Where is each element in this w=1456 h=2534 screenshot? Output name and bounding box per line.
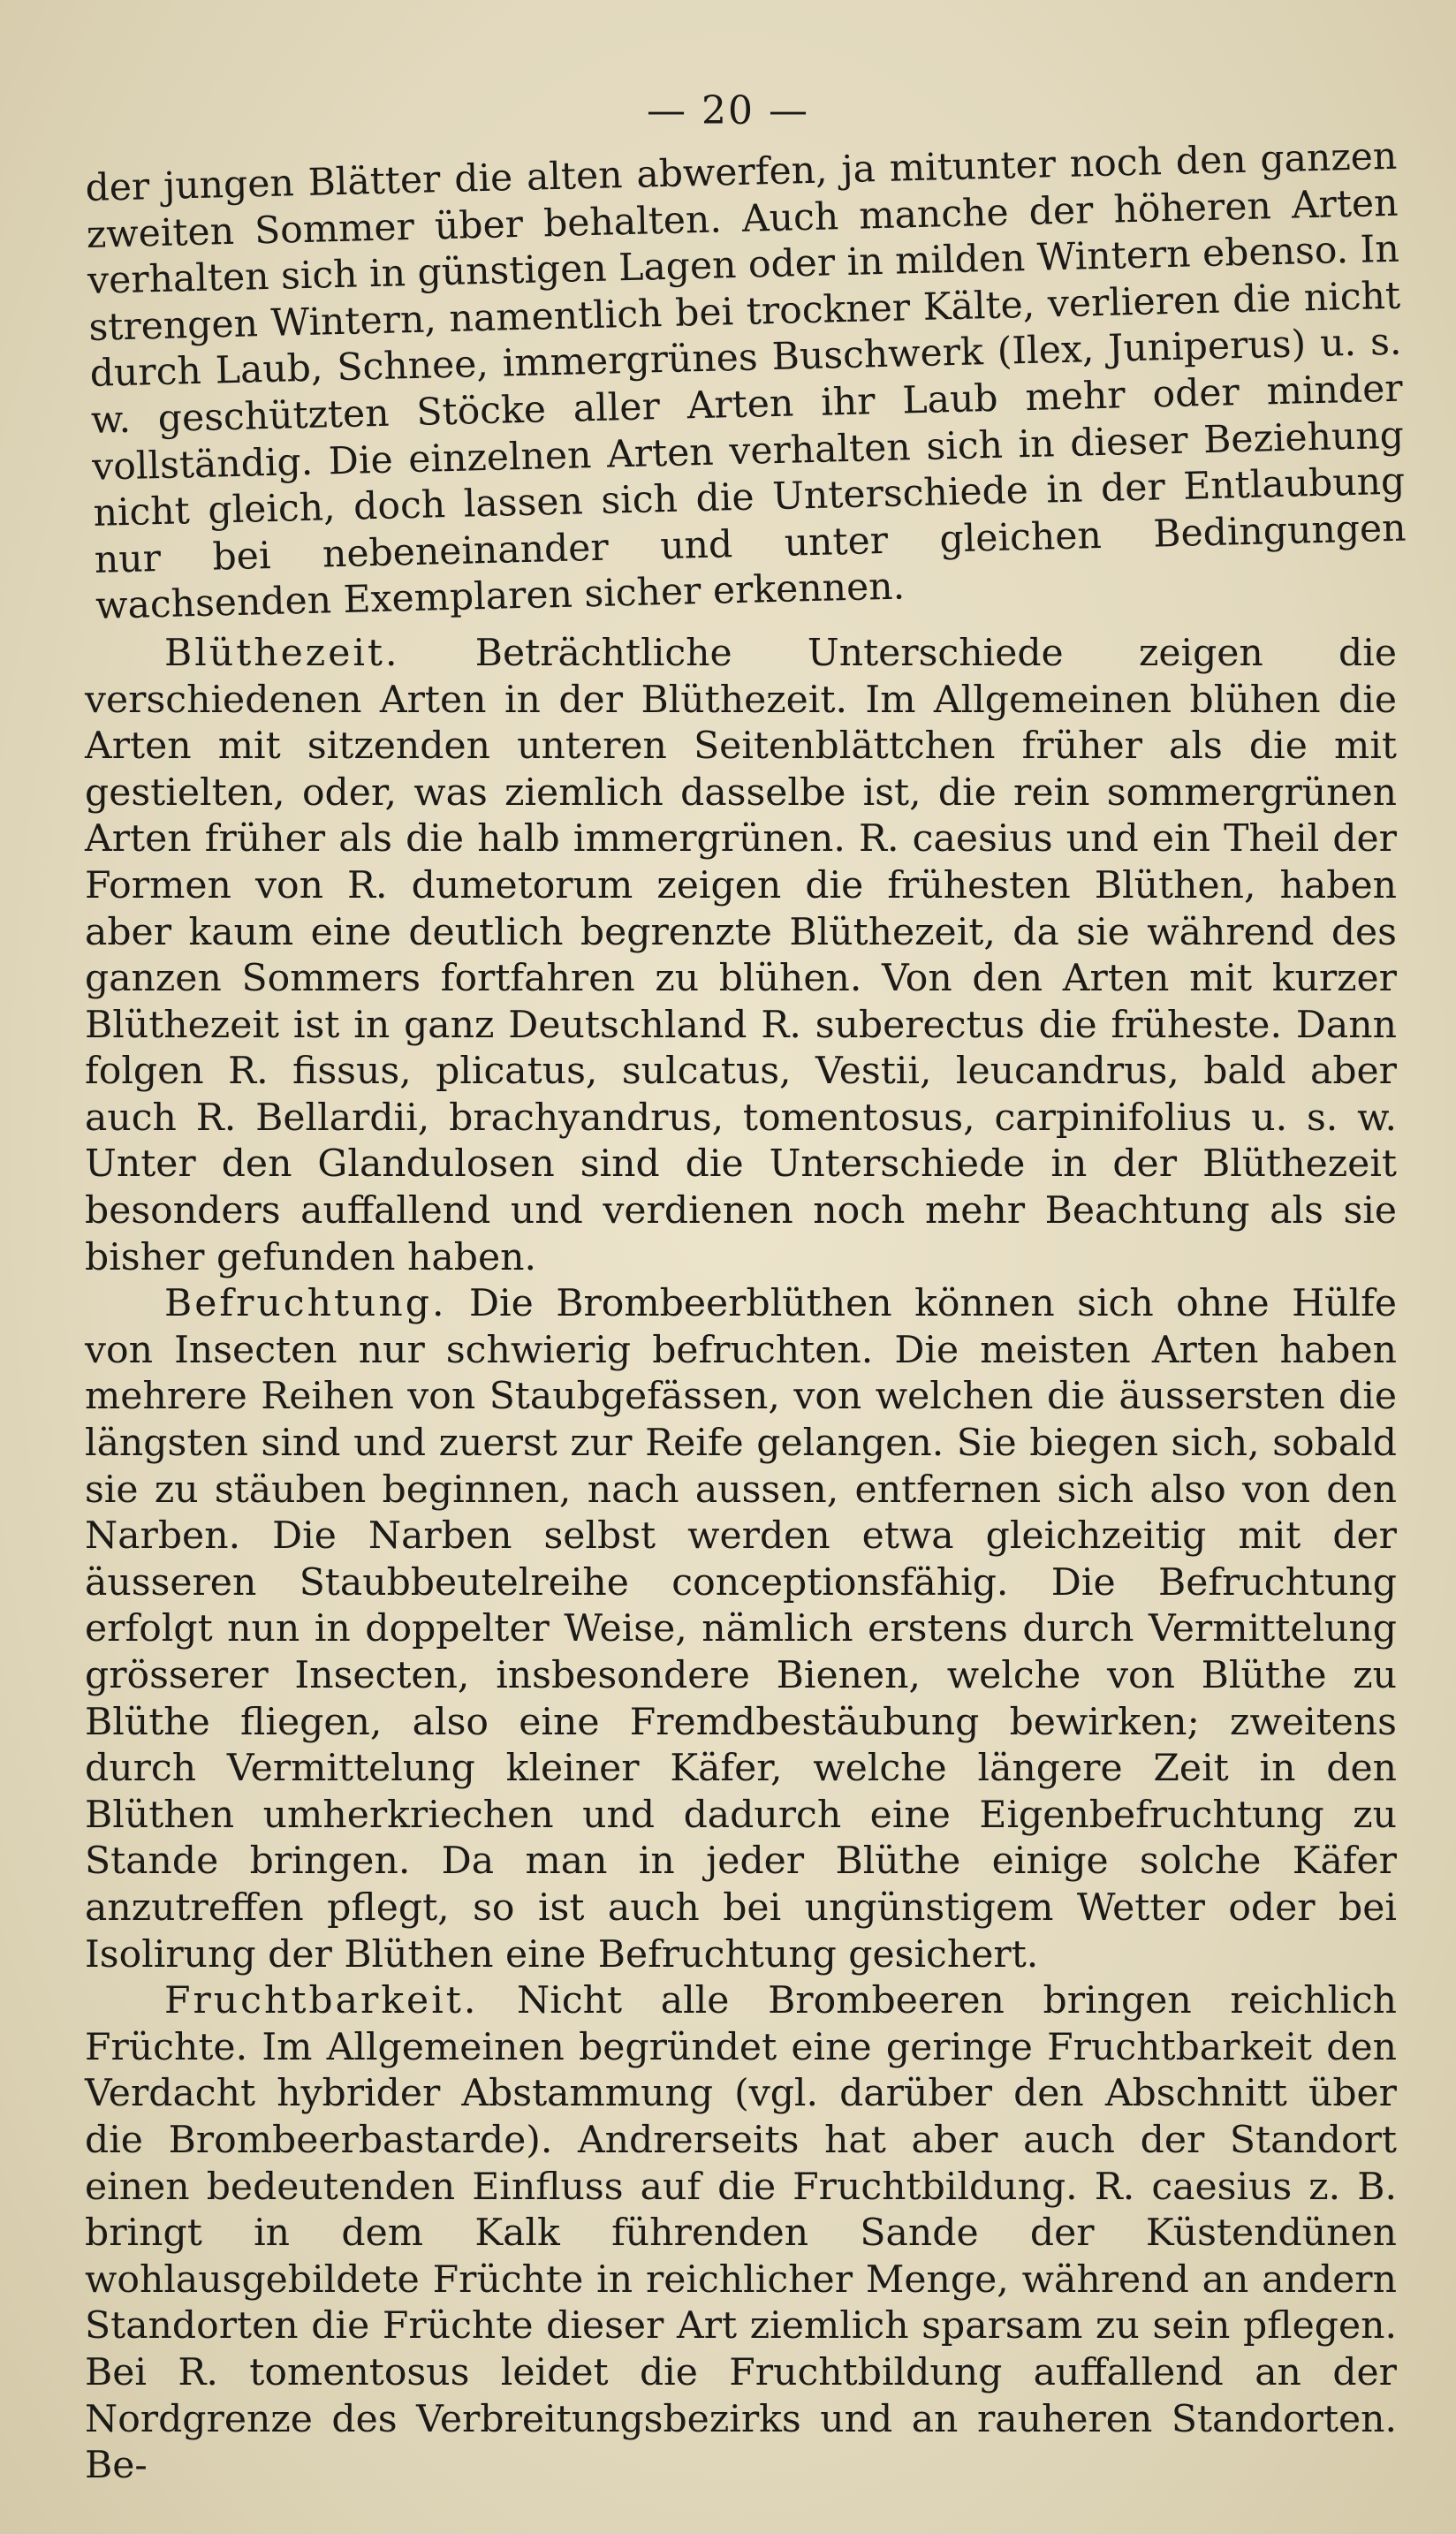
paragraph-befruchtung <box>85 1281 1397 1978</box>
body-text <box>85 134 1407 2490</box>
paragraph-leaf-shedding <box>85 134 1407 631</box>
section-lead-fruchtbarkeit: Fruchtbarkeit. <box>164 1979 479 2023</box>
section-lead-bluethezeit: Blüthezeit. <box>164 631 400 675</box>
paragraph-text: Die Brombeerblüthen können sich ohne Hülfe von Insecten nur schwierig befruchten. Die meisten Arten haben mehrere Reihen von Staubgefässen, von welchen die äussersten die längsten sind und zuerst zur Reife gelangen. Sie biegen sich, sobald sie zu stäuben beginnen, nach aussen, entfernen sich also von den Narben. Die Narben selbst werden etwa gleichzeitig mit der äusseren Staubbeutelreihe conceptionsfähig. Die Befruchtung erfolgt nun in doppelter Weise, nämlich erstens durch Vermittelung grösserer Insecten, insbesondere Bienen, welche von Blüthe zu Blüthe fliegen, also eine Fremdbestäubung bewirken; zweitens durch Vermittelung kleiner Käfer, welche längere Zeit in den Blüthen umherkriechen und dadurch eine Eigenbefruchtung zu Stande bringen. Da man in jeder Blüthe einige solche Käfer anzutreffen pflegt, so ist auch bei ungünstigem Wetter oder bei Isolirung der Blüthen eine Befruchtung gesichert. <box>85 1282 1397 1976</box>
paragraph-text: der jungen Blätter die alten abwerfen, ja mitunter noch den ganzen zweiten Sommer über behalten. Auch manche der höheren Arten verhalten sich in günstigen Lagen oder in milden Wintern ebenso. In strengen Wintern, namentlich bei trockner Kälte, verlieren die nicht durch Laub, Schnee, immergrünes Buschwerk (Ilex, Juniperus) u. s. w. geschützten Stöcke aller Arten ihr Laub mehr oder minder vollständig. Die einzelnen Arten verhalten sich in dieser Beziehung nicht gleich, doch lassen sich die Unterschiede in der Entlaubung nur bei nebeneinander und unter gleichen Bedingungen wachsenden Exemplaren sicher erkennen. <box>85 134 1407 629</box>
paragraph-bluethezeit <box>85 631 1397 1281</box>
paragraph-text: Beträchtliche Unterschiede zeigen die verschiedenen Arten in der Blüthezeit. Im Allgemeinen blühen die Arten mit sitzenden unteren Seitenblättchen früher als die mit gestielten, oder, was ziemlich dasselbe ist, die rein sommergrünen Arten früher als die halb immergrünen. R. caesius und ein Theil der Formen von R. dumetorum zeigen die frühesten Blüthen, haben aber kaum eine deutlich begrenzte Blüthezeit, da sie während des ganzen Sommers fortfahren zu blühen. Von den Arten mit kurzer Blüthezeit ist in ganz Deutschland R. suberectus die früheste. Dann folgen R. fissus, plicatus, sulcatus, Vestii, leucandrus, bald aber auch R. Bellardii, brachyandrus, tomentosus, carpinifolius u. s. w. Unter den Glandulosen sind die Unterschiede in der Blüthezeit besonders auffallend und verdienen noch mehr Beachtung als sie bisher gefunden haben. <box>85 631 1397 1279</box>
paragraph-fruchtbarkeit <box>85 1978 1397 2490</box>
paragraph-text: Nicht alle Brombeeren bringen reichlich Früchte. Im Allgemeinen begründet eine geringe Fruchtbarkeit den Verdacht hybrider Abstammung (vgl. darüber den Abschnitt über die Brombeerbastarde). Andrerseits hat aber auch der Standort einen bedeutenden Einfluss auf die Fruchtbildung. R. caesius z. B. bringt in dem Kalk führenden Sande der Küstendünen wohlausgebildete Früchte in reichlicher Menge, während an andern Standorten die Früchte dieser Art ziemlich sparsam zu sein pflegen. Bei R. tomentosus leidet die Fruchtbildung auffallend an der Nordgrenze des Verbreitungsbezirks und an rauheren Standorten. Be- <box>85 1979 1397 2488</box>
page-number: — 20 — <box>647 88 809 133</box>
section-lead-befruchtung: Befruchtung. <box>164 1282 447 1326</box>
